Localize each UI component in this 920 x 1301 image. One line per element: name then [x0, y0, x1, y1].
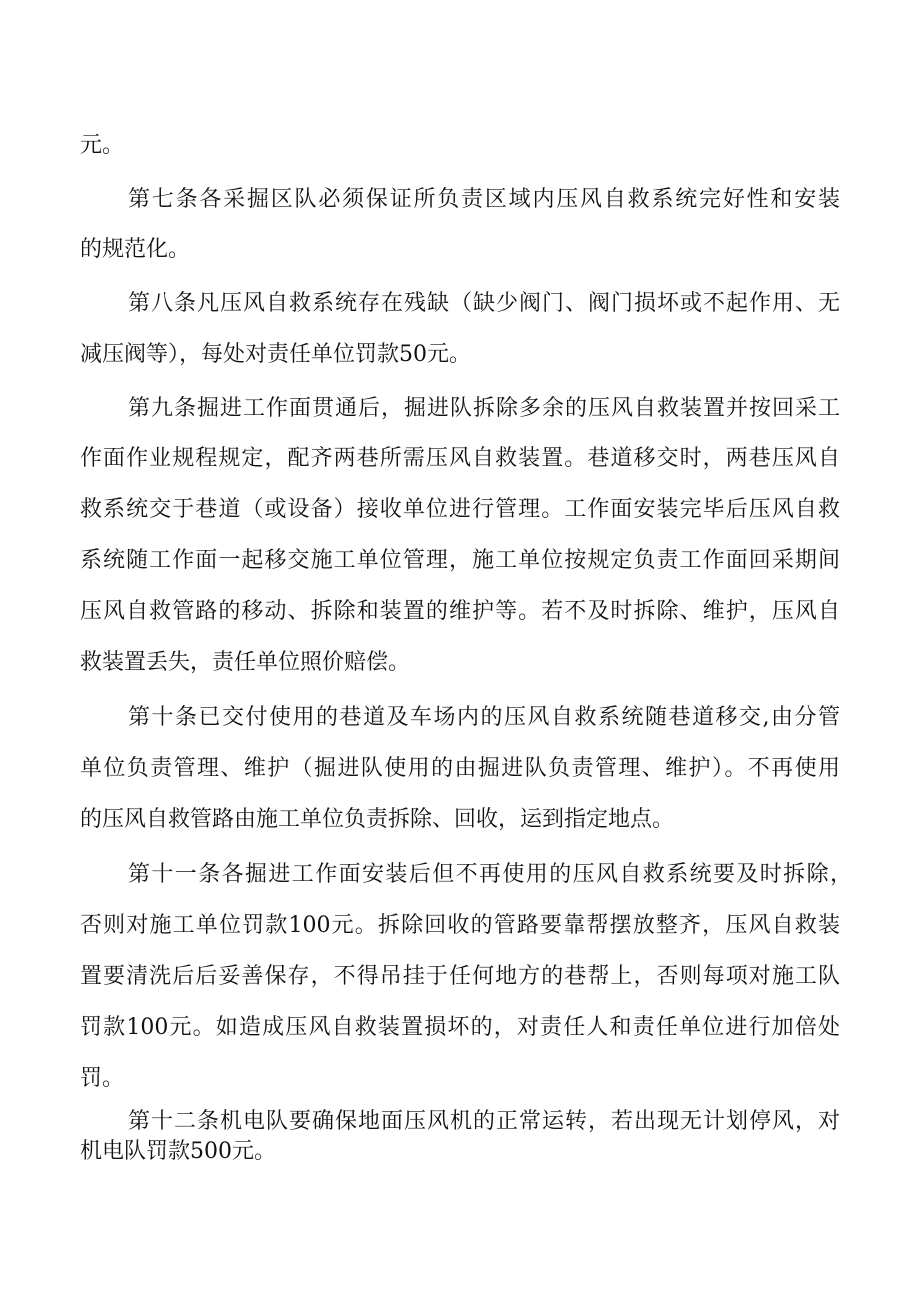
text-line: 减压阀等），每处对责任单位罚款50元。: [80, 342, 471, 367]
text-line: 单位负责管理、维护（掘进队使用的由掘进队负责管理、维护）。不再使用: [80, 756, 840, 781]
text-line: 第七条各采掘区队必须保证所负责区域内压风自救系统完好性和安装: [128, 187, 840, 212]
text-line: 罚款100元。如造成压风自救装置损坏的，对责任人和责任单位进行加倍处: [80, 1015, 840, 1040]
text-line: 救系统交于巷道（或设备）接收单位进行管理。工作面安装完毕后压风自救: [80, 497, 840, 522]
text-line: 的规范化。: [80, 237, 191, 262]
text-line: 的压风自救管路由施工单位负责拆除、回收，运到指定地点。: [80, 807, 675, 832]
text-line: 救装置丢失，责任单位照价赔偿。: [80, 650, 411, 675]
text-line: 元。: [80, 133, 125, 158]
text-line: 第十一条各掘进工作面安装后但不再使用的压风自救系统要及时拆除，: [128, 862, 852, 887]
text-line: 第十条已交付使用的巷道及车场内的压风自救系统随巷道移交,由分管: [128, 705, 840, 730]
text-line: 否则对施工单位罚款100元。拆除回收的管路要靠帮摆放整齐，压风自救装: [80, 913, 840, 938]
text-line: 第八条凡压风自救系统存在残缺（缺少阀门、阀门损坏或不起作用、无: [128, 291, 840, 316]
text-line: 第九条掘进工作面贯通后，掘进队拆除多余的压风自救装置并按回采工: [128, 396, 840, 421]
text-line: 第十二条机电队要确保地面压风机的正常运转，若出现无计划停风，对: [128, 1109, 840, 1134]
text-line: 罚。: [80, 1066, 125, 1091]
text-line: 系统随工作面一起移交施工单位管理，施工单位按规定负责工作面回采期间: [80, 548, 840, 573]
text-line: 置要清洗后后妥善保存，不得吊挂于任何地方的巷帮上，否则每项对施工队: [80, 964, 840, 989]
text-line: 压风自救管路的移动、拆除和装置的维护等。若不及时拆除、维护，压风自: [80, 599, 840, 624]
text-line: 机电队罚款500元。: [80, 1139, 276, 1164]
text-line: 作面作业规程规定，配齐两巷所需压风自救装置。巷道移交时，两巷压风自: [80, 446, 840, 471]
